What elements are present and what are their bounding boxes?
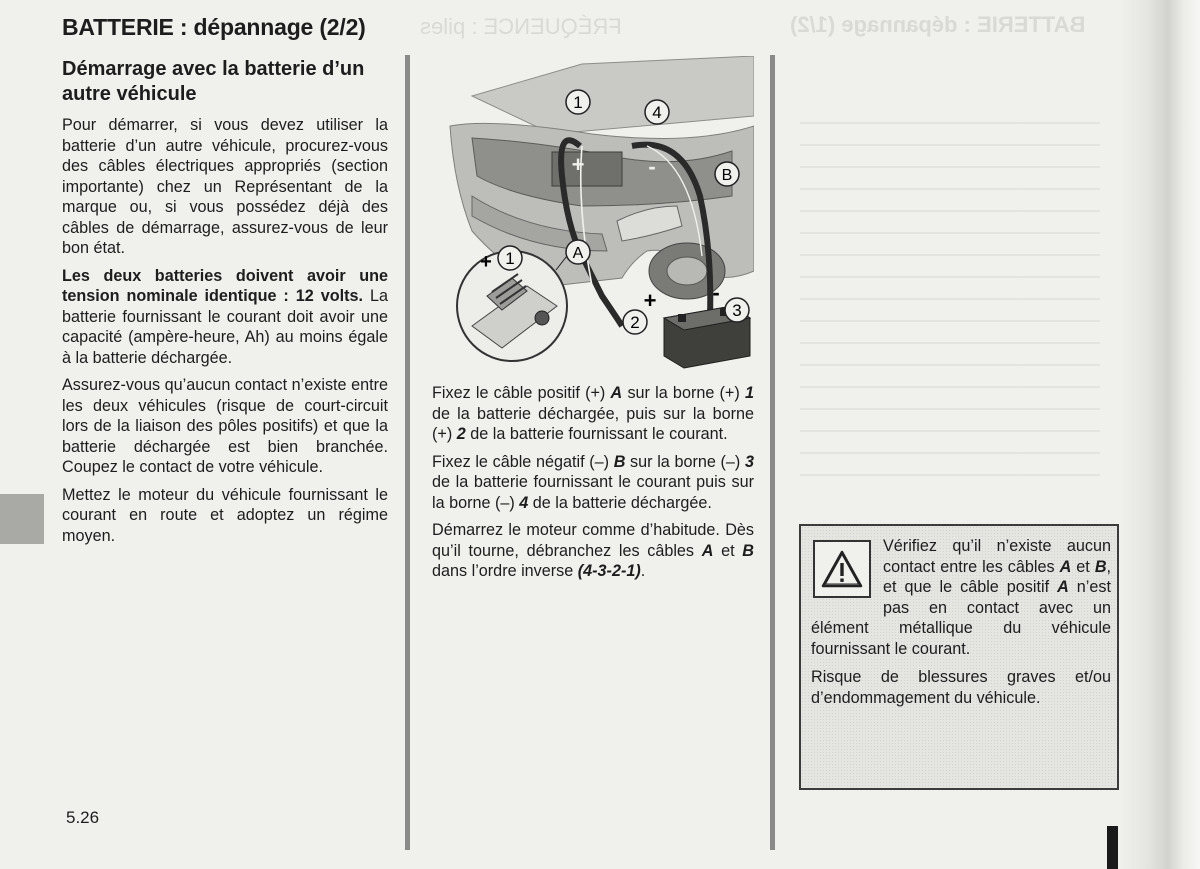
paragraph <box>62 266 388 369</box>
middle-column <box>432 383 754 589</box>
warning-box <box>799 524 1119 790</box>
step-connect-negative: Fixez le câble négatif (–) B sur la borne (–) 3 de la batterie fournissant le courant puis sur la borne (–) 4 de la batterie déchargée. <box>432 452 754 512</box>
plus-sign-label: + <box>571 152 585 177</box>
bold-text: Les deux batteries doivent avoir une tension nominale identique : 12 volts. <box>62 266 388 305</box>
warning-text: Vérifiez qu’il n’existe aucun contact entre les câbles A et B, et que le câble positif A n’est pas en contact avec un élément métallique du véhicule fournissant le courant. <box>811 537 1112 658</box>
section-subtitle: Démarrage avec la batterie d’un autre véhicule <box>62 58 365 105</box>
svg-text:A: A <box>572 245 584 262</box>
minus-sign-label: - <box>712 280 720 305</box>
page-number: 5.26 <box>66 808 100 827</box>
svg-text:B: B <box>721 167 733 184</box>
svg-text:+: + <box>480 251 492 273</box>
step-start-engine: Démarrez le moteur comme d’habitude. Dès qu’il tourne, débranchez les câbles A et B dans l’ordre inverse (4-3-2-1). <box>432 521 754 580</box>
left-column <box>62 115 388 553</box>
paragraph: Mettez le moteur du véhicule fournissant le courant en route et adoptez un régime moyen. <box>62 485 388 545</box>
callout-B <box>715 162 739 186</box>
paragraph: Assurez-vous qu’aucun contact n’existe entre les deux véhicules (risque de court-circuit lors de la liaison des pôles positifs) et que la batterie déchargée est bien branchée. Coupez le contact de votre véhicule. <box>62 376 388 476</box>
callout-2 <box>623 310 647 334</box>
callout-4 <box>645 100 669 124</box>
step-connect-positive: Fixez le câble positif (+) A sur la borne (+) 1 de la batterie déchargée, puis sur la borne (+) 2 de la batterie fournissant le courant. <box>432 384 754 443</box>
svg-text:3: 3 <box>732 301 742 320</box>
edge-mark <box>1107 826 1118 869</box>
warning-triangle-icon <box>813 540 871 598</box>
callout-3 <box>725 298 749 322</box>
callout-1 <box>566 90 590 114</box>
paragraph: Pour démarrer, si vous devez utiliser la batterie d’un autre véhicule, procurez-vous des câbles électriques appropriés (section importante) chez un Représentant de la marque ou, si vous possédez déjà des câbles de démarrage, assurez-vous de leur bon état. <box>62 116 388 257</box>
jump-start-illustration <box>432 56 754 374</box>
warning-risk-text: Risque de blessures graves et/ou d’endommagement du véhicule. <box>811 668 1111 707</box>
page-spine-shadow <box>1120 0 1200 869</box>
column-divider <box>770 55 775 850</box>
svg-text:2: 2 <box>630 313 640 332</box>
chapter-thumb-tab <box>0 494 44 544</box>
minus-sign-label: - <box>648 154 656 179</box>
paragraph-text: La batterie fournissant le courant doit avoir une capacité (ampère-heure, Ah) au moins égale à la batterie déchargée. <box>62 287 388 367</box>
column-divider <box>405 55 410 850</box>
page-title: BATTERIE : dépannage (2/2) <box>62 14 366 40</box>
svg-text:1: 1 <box>573 93 583 112</box>
svg-text:4: 4 <box>652 103 662 122</box>
callout-A <box>566 240 590 264</box>
bleed-through-text: BATTERIE : dépannage (1/2) <box>790 12 1086 37</box>
bleed-through-text: FRÉQUENCE : piles <box>420 14 622 39</box>
svg-text:1: 1 <box>505 249 515 268</box>
warning-content <box>811 536 1111 716</box>
plus-sign-label: + <box>643 288 657 313</box>
bleed-through-lines <box>800 110 1100 490</box>
